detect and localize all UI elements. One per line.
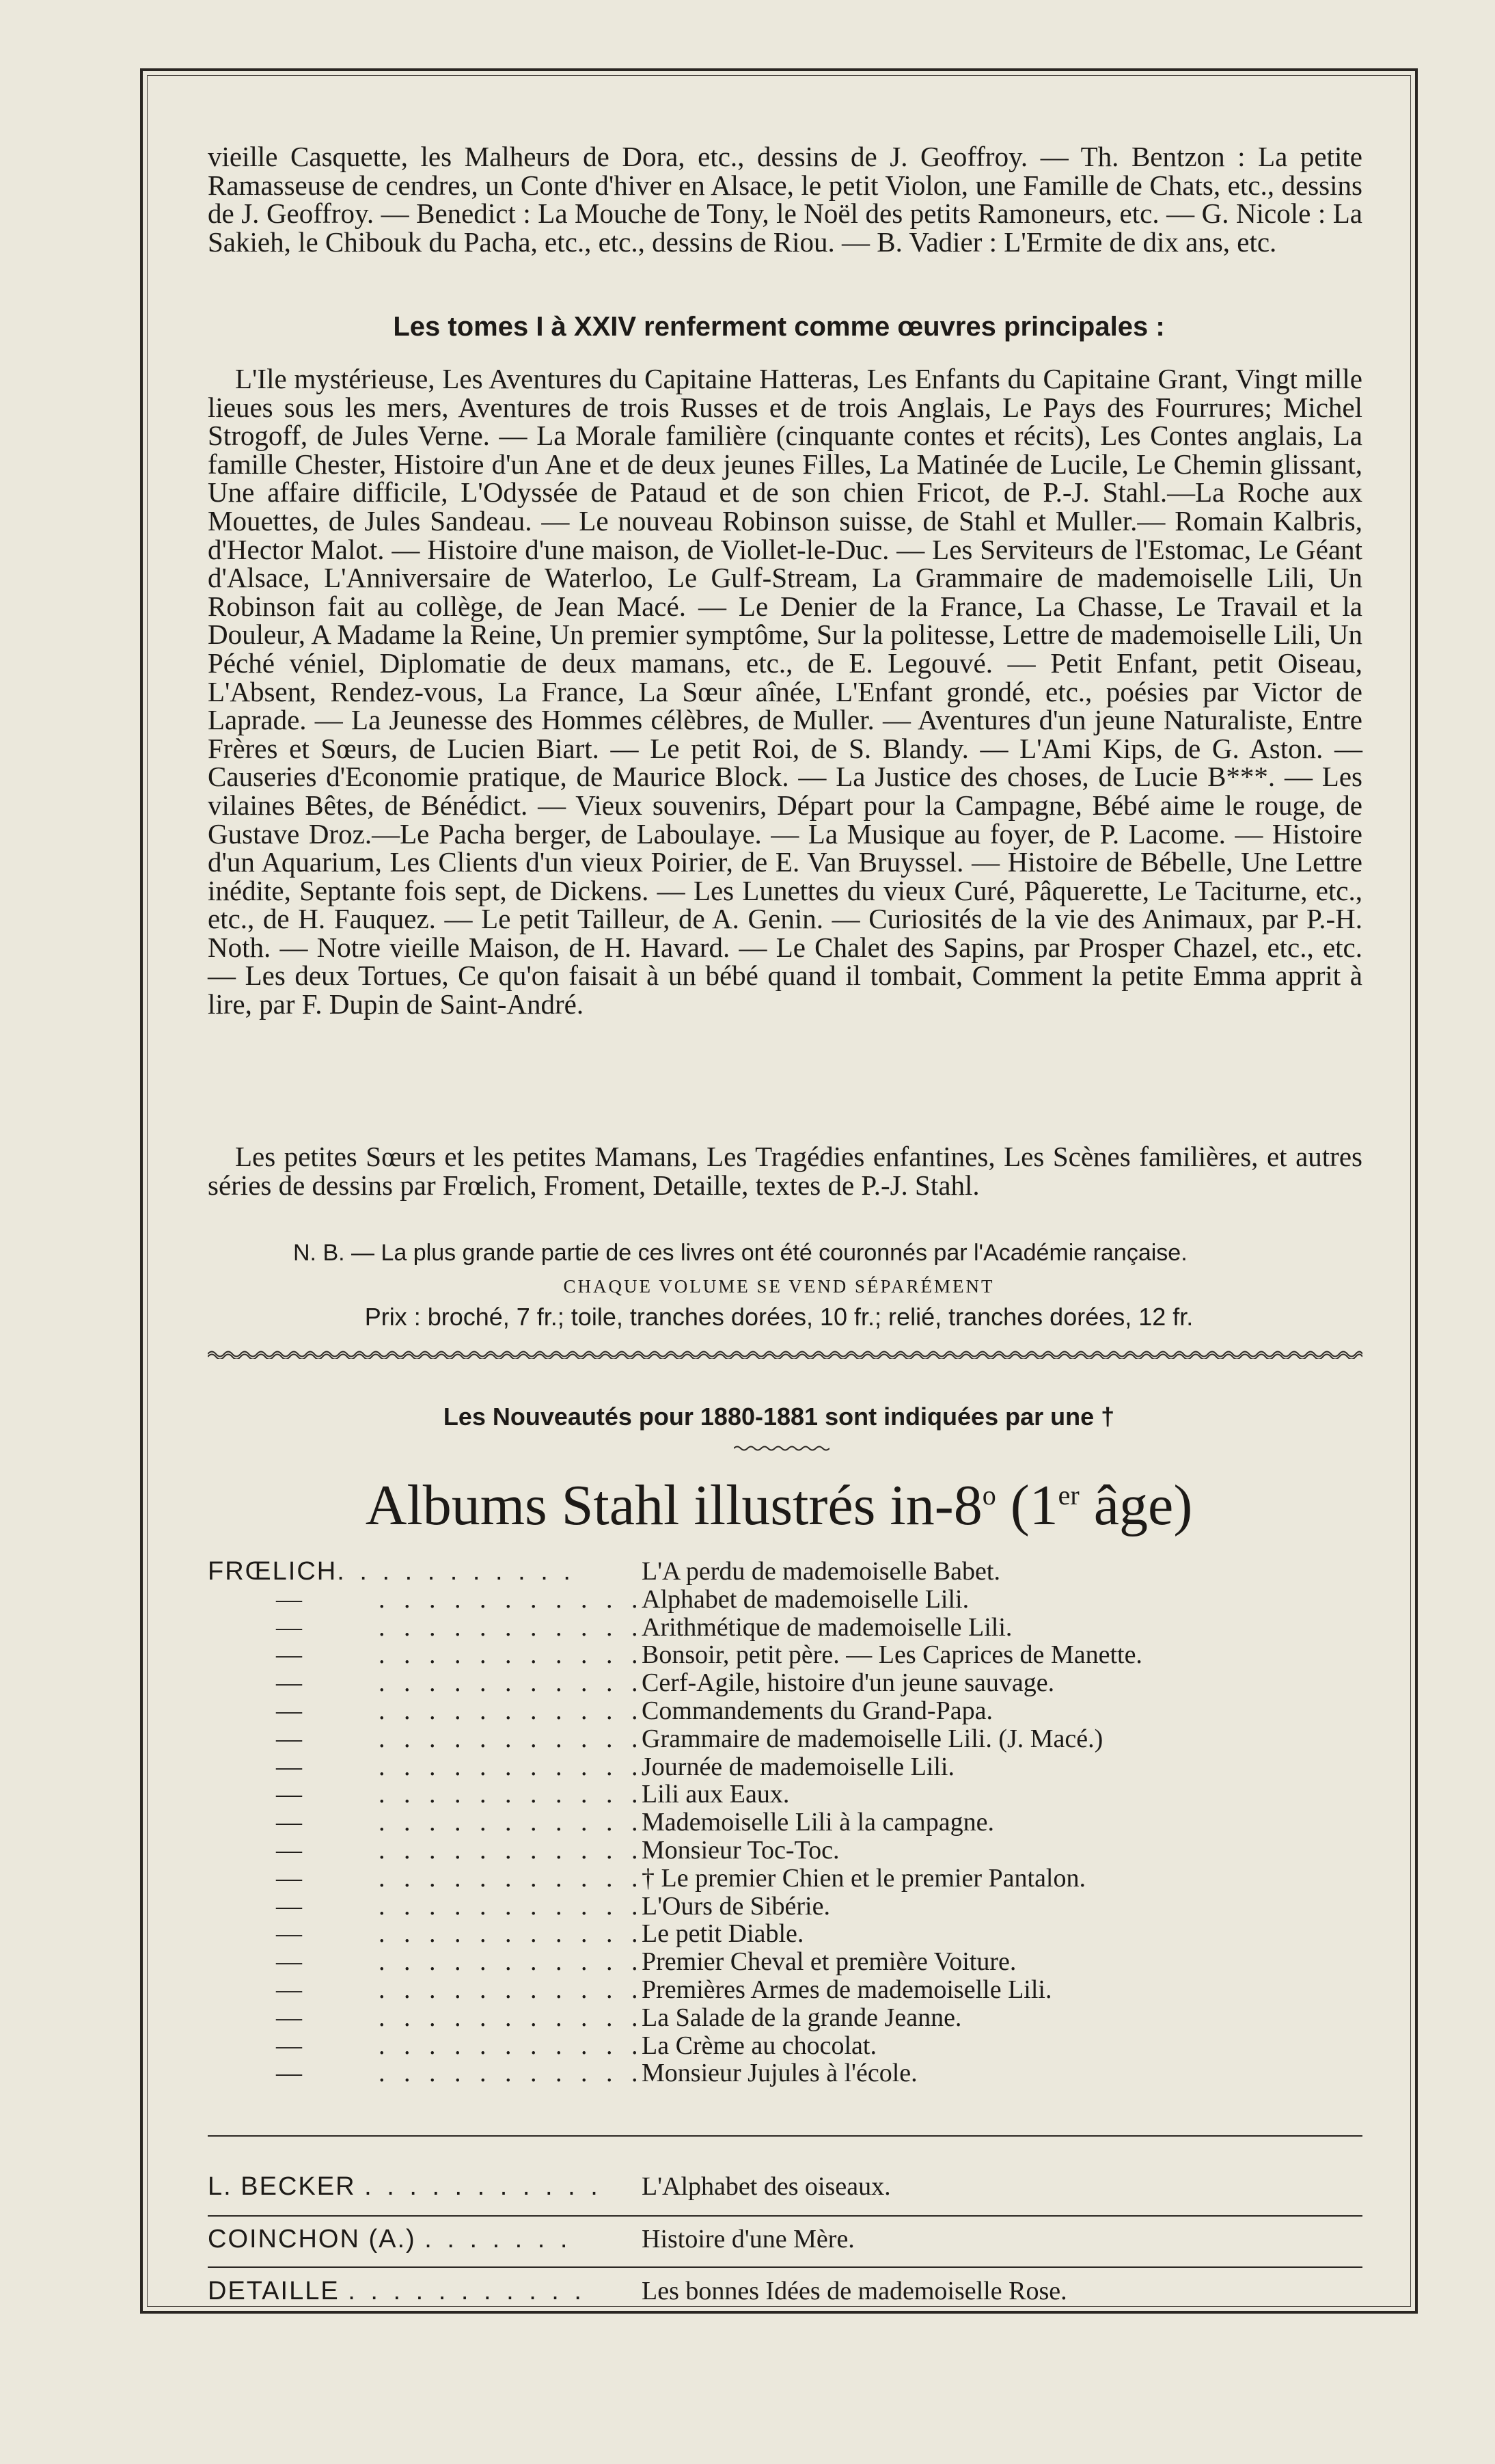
albums-title-sup: er: [1058, 1480, 1080, 1511]
album-title: La Crème au chocolat.: [642, 2031, 877, 2060]
album-row-froelich: [208, 1809, 1362, 1837]
album-author: DETAILLE . . . . . . . . . . .: [208, 2277, 586, 2305]
leader-dots: . . . . . . . . . . .: [379, 1919, 644, 1949]
ditto-dash: —: [276, 1640, 302, 1670]
album-title: Le petit Diable.: [642, 1919, 804, 1949]
leader-dots: . . . . . . . . . . .: [379, 1612, 644, 1642]
album-title: Premier Cheval et première Voiture.: [642, 1947, 1017, 1977]
ditto-dash: —: [276, 1584, 302, 1614]
wavy-separator: [208, 1349, 1362, 1359]
album-row-froelich: [208, 1558, 1362, 1586]
album-author: L. BECKER . . . . . . . . . . .: [208, 2172, 602, 2201]
album-row-froelich: [208, 2059, 1362, 2087]
ditto-dash: —: [276, 2059, 302, 2088]
album-title: Alphabet de mademoiselle Lili.: [642, 1584, 970, 1614]
album-row-froelich: [208, 1697, 1362, 1725]
ditto-dash: —: [276, 1612, 302, 1642]
volumes-heading: Les tomes I à XXIV renferment comme œuvres principales :: [393, 312, 1165, 342]
separator-line: [208, 2266, 1362, 2268]
albums-paragraph: Les petites Sœurs et les petites Mamans, Les Tragédies enfantines, Les Scènes familières, et autres séries de dessins par Frœlich, Froment, Detaille, textes de P.-J. Stahl.: [208, 1141, 1362, 1201]
separator-line: [208, 2135, 1362, 2137]
album-row-froelich: [208, 1948, 1362, 1976]
album-row-froelich: [208, 1725, 1362, 1753]
album-title: L'A perdu de mademoiselle Babet.: [642, 1557, 1000, 1586]
leader-dots: . . . . . . . . . . .: [379, 1780, 644, 1809]
album-row-froelich: [208, 1837, 1362, 1865]
novelties-line: Les Nouveautés pour 1880-1881 sont indiquées par une †: [443, 1403, 1115, 1431]
album-row-detaille: [208, 2277, 1362, 2305]
leader-dots: . . . . . . . . . . .: [379, 1808, 644, 1837]
leader-dots: . . . . . . . . . . .: [379, 1836, 644, 1865]
intro-paragraph: vieille Casquette, les Malheurs de Dora, etc., dessins de J. Geoffroy. — Th. Bentzon : La petite Ramasseuse de cendres, un Conte d'hiver en Alsace, le petit Violon, une Famille de Chats, etc., dessins de J. Geoffroy. — Benedict : La Mouche de Tony, le Noël des petits Ramoneurs, etc. — G. Nicole : La Sakieh, le Chibouk du Pacha, etc., etc., dessins de Riou. — B. Vadier : L'Ermite de dix ans, etc.: [208, 141, 1362, 258]
ditto-dash: —: [276, 1724, 302, 1753]
ditto-dash: —: [276, 1836, 302, 1865]
album-title: Les bonnes Idées de mademoiselle Rose.: [642, 2277, 1067, 2305]
album-row-froelich: [208, 1893, 1362, 1921]
ditto-dash: —: [276, 1808, 302, 1837]
album-title: † Le premier Chien et le premier Pantalon.: [642, 1863, 1086, 1893]
separator-line: [208, 2215, 1362, 2217]
sold-separately: CHAQUE VOLUME SE VEND SÉPARÉMENT: [563, 1276, 995, 1297]
album-title: Journée de mademoiselle Lili.: [642, 1752, 955, 1781]
album-title: Arithmétique de mademoiselle Lili.: [642, 1612, 1013, 1642]
album-title: Mademoiselle Lili à la campagne.: [642, 1808, 994, 1837]
leader-dots: . . . . . . . . . . .: [379, 1947, 644, 1977]
album-title: Premières Armes de mademoiselle Lili.: [642, 1975, 1052, 2004]
ditto-dash: —: [276, 2003, 302, 2032]
album-row-becker: [208, 2173, 1362, 2201]
album-title: Monsieur Toc-Toc.: [642, 1836, 840, 1865]
ditto-dash: —: [276, 1975, 302, 2004]
leader-dots: . . . . . . . . . . .: [379, 1696, 644, 1725]
album-row-froelich: [208, 1781, 1362, 1809]
leader-dots: . . . . . . . . . . .: [379, 1752, 644, 1781]
albums-title-age: (1: [996, 1474, 1058, 1537]
prices-line: Prix : broché, 7 fr.; toile, tranches dorées, 10 fr.; relié, tranches dorées, 12 fr.: [364, 1303, 1194, 1331]
album-author: COINCHON (A.) . . . . . . .: [208, 2225, 572, 2253]
ditto-dash: —: [276, 1919, 302, 1949]
ditto-dash: —: [276, 1668, 302, 1698]
album-row-froelich: [208, 1865, 1362, 1893]
album-row-coinchon: [208, 2225, 1362, 2253]
page-border: [140, 68, 1418, 2314]
leader-dots: . . . . . . . . . . .: [379, 1975, 644, 2004]
album-row-froelich: [208, 1976, 1362, 2004]
album-row-froelich: [208, 1614, 1362, 1642]
album-author: FRŒLICH. . . . . . . . . . .: [208, 1557, 575, 1586]
album-title: Histoire d'une Mère.: [642, 2225, 855, 2253]
album-row-froelich: [208, 1586, 1362, 1614]
ditto-dash: —: [276, 1863, 302, 1893]
academy-note: N. B. — La plus grande partie de ces livres ont été couronnés par l'Académie rançaise.: [293, 1240, 1188, 1266]
leader-dots: . . . . . . . . . . .: [379, 2031, 644, 2060]
ditto-dash: —: [276, 2031, 302, 2060]
small-wavy-rule: [734, 1445, 829, 1452]
album-title: Lili aux Eaux.: [642, 1780, 790, 1809]
album-title: Monsieur Jujules à l'école.: [642, 2059, 918, 2088]
albums-title: [143, 1472, 1415, 1539]
album-row-froelich: [208, 2004, 1362, 2032]
album-title: Bonsoir, petit père. — Les Caprices de Manette.: [642, 1640, 1142, 1670]
album-row-froelich: [208, 1753, 1362, 1781]
album-row-froelich: [208, 2032, 1362, 2060]
ditto-dash: —: [276, 1947, 302, 1977]
album-row-froelich: [208, 1920, 1362, 1948]
leader-dots: . . . . . . . . . . .: [379, 2003, 644, 2032]
ditto-dash: —: [276, 1780, 302, 1809]
ditto-dash: —: [276, 1752, 302, 1781]
albums-title-end: âge): [1079, 1474, 1193, 1537]
leader-dots: . . . . . . . . . . .: [379, 1640, 644, 1670]
albums-title-main: Albums Stahl illustrés in-8: [365, 1474, 983, 1537]
album-title: La Salade de la grande Jeanne.: [642, 2003, 962, 2032]
ditto-dash: —: [276, 1891, 302, 1921]
albums-title-degree: o: [982, 1480, 996, 1511]
leader-dots: . . . . . . . . . . .: [379, 2059, 644, 2088]
ditto-dash: —: [276, 1696, 302, 1725]
leader-dots: . . . . . . . . . . .: [379, 1863, 644, 1893]
album-title: Grammaire de mademoiselle Lili. (J. Macé.): [642, 1724, 1103, 1753]
album-title: L'Alphabet des oiseaux.: [642, 2172, 891, 2201]
leader-dots: . . . . . . . . . . .: [379, 1668, 644, 1698]
album-title: Cerf-Agile, histoire d'un jeune sauvage.: [642, 1668, 1055, 1698]
album-title: Commandements du Grand-Papa.: [642, 1696, 993, 1725]
leader-dots: . . . . . . . . . . .: [379, 1584, 644, 1614]
album-row-froelich: [208, 1669, 1362, 1697]
album-title: L'Ours de Sibérie.: [642, 1891, 830, 1921]
leader-dots: . . . . . . . . . . .: [379, 1724, 644, 1753]
leader-dots: . . . . . . . . . . .: [379, 1891, 644, 1921]
album-row-froelich: [208, 1641, 1362, 1669]
works-paragraph: L'Ile mystérieuse, Les Aventures du Capitaine Hatteras, Les Enfants du Capitaine Grant, Vingt mille lieues sous les mers, Aventures de trois Russes et de trois Anglais, Le Pays des Fourrures; Michel Strogoff, de Jules Verne. — La Morale familière (cinquante contes et récits), Les Contes anglais, La famille Chester, Histoire d'un Ane et de deux jeunes Filles, La Matinée de Lucile, Le Chemin glissant, Une affaire difficile, L'Odyssée de Pataud et de son chien Fricot, de P.-J. Stahl.—La Roche aux Mouettes, de Jules Sandeau. — Le nouveau Robinson suisse, de Stahl et Muller.— Romain Kalbris, d'Hector Malot. — Histoire d'une maison, de Viollet-le-Duc. — Les Serviteurs de l'Estomac, Le Géant d'Alsace, L'Anniversaire de Waterloo, Le Gulf-Stream, La Grammaire de mademoiselle Lili, Un Robinson fait au collège, de Jean Macé. — Le Denier de la France, La Chasse, Le Travail et la Douleur, A Madame la Reine, Un premier symptôme, Sur la politesse, Lettre de mademoiselle Lili, Un Péché véniel, Diplomatie de deux mamans, etc., de E. Legouvé. — Petit Enfant, petit Oiseau, L'Absent, Rendez-vous, La France, La Sœur aînée, L'Enfant grondé, etc., poésies par Victor de Laprade. — La Jeunesse des Hommes célèbres, de Muller. — Aventures d'un jeune Naturaliste, Entre Frères et Sœurs, de Lucien Biart. — Le petit Roi, de S. Blandy. — L'Ami Kips, de G. Aston. — Causeries d'Economie pratique, de Maurice Block. — La Justice des choses, de Lucie B***. — Les vilaines Bêtes, de Bénédict. — Vieux souvenirs, Départ pour la Campagne, Bébé aime le rouge, de Gustave Droz.—Le Pacha berger, de Laboulaye. — La Musique au foyer, de P. Lacome. — Histoire d'un Aquarium, Les Clients d'un vieux Poirier, de E. Van Bruyssel. — Histoire de Bébelle, Une Lettre inédite, Septante fois sept, de Dickens. — Les Lunettes du vieux Curé, Pâquerette, Le Taciturne, etc., etc., de H. Fauquez. — Le petit Tailleur, de A. Genin. — Curiosités de la vie des Animaux, par P.-H. Noth. — Notre vieille Maison, de H. Havard. — Le Chalet des Sapins, par Prosper Chazel, etc., etc. — Les deux Tortues, Ce qu'on faisait à un bébé quand il tombait, Comment la petite Emma apprit à lire, par F. Dupin de Saint-André.: [208, 363, 1362, 1020]
